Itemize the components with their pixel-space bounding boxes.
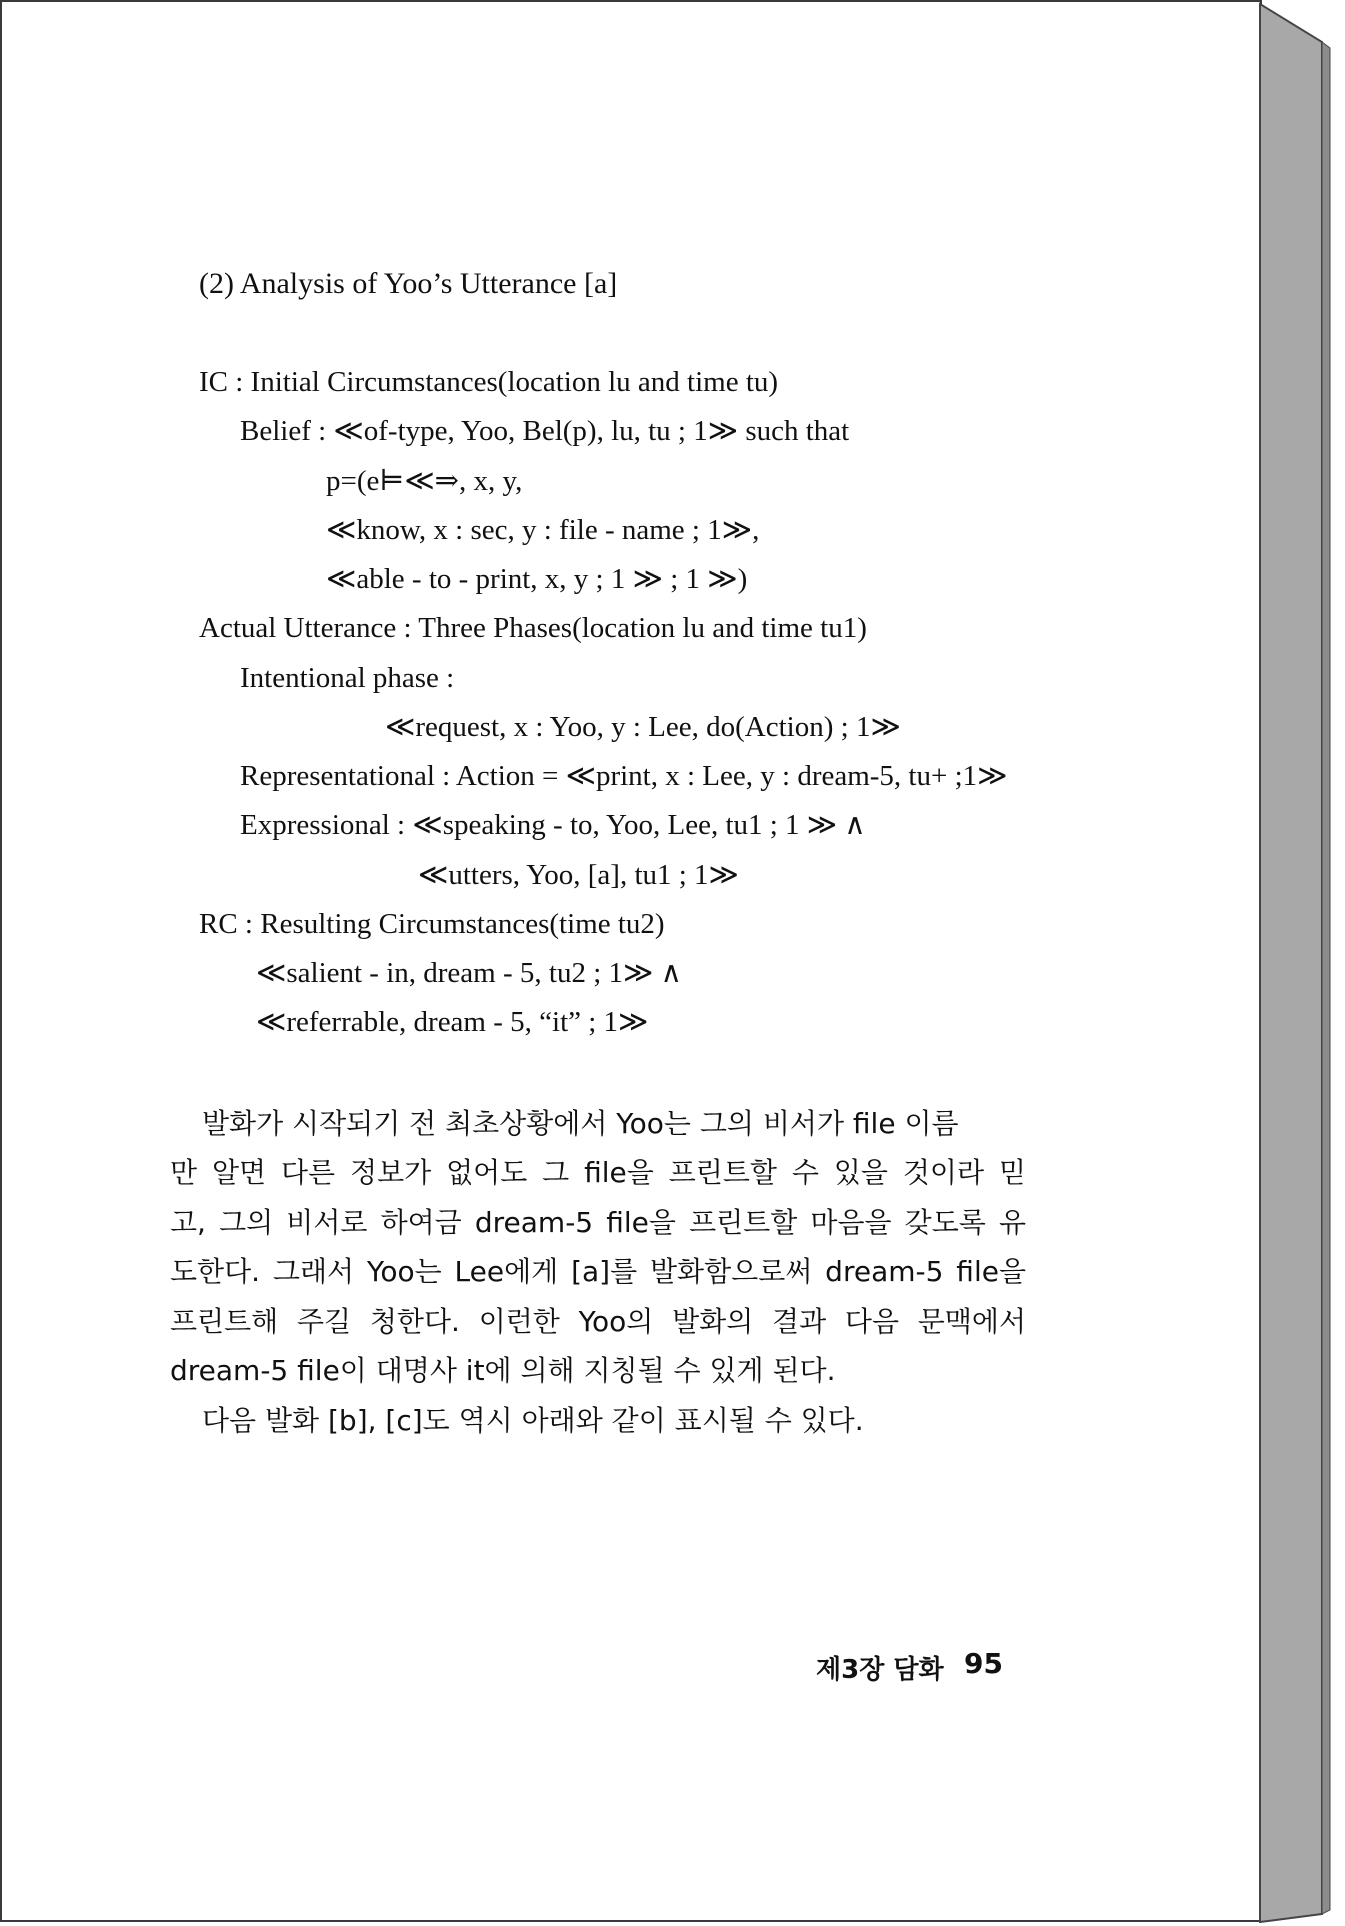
paragraph-line-5: 프린트해 주길 청한다. 이런한 Yoo의 발화의 결과 다음 문맥에서 bbox=[170, 1305, 1026, 1338]
paragraph-line-4: 도한다. 그래서 Yoo는 Lee에게 [a]를 발화함으로써 dream-5 file을 bbox=[170, 1255, 1026, 1288]
formula-line-rc: RC : Resulting Circumstances(time tu2) bbox=[199, 908, 665, 940]
page-number: 95 bbox=[964, 1647, 1003, 1680]
formula-line-referrable: ≪referrable, dream - 5, “it” ; 1≫ bbox=[256, 1006, 649, 1038]
formula-line-able: ≪able - to - print, x, y ; 1 ≫ ; 1 ≫) bbox=[326, 563, 748, 595]
paragraph-line-3: 고, 그의 비서로 하여금 dream-5 file을 프린트할 마음을 갖도록 유 bbox=[170, 1206, 1026, 1239]
formula-line-know: ≪know, x : sec, y : file - name ; 1≫, bbox=[326, 514, 760, 546]
formula-line-belief: Belief : ≪of-type, Yoo, Bel(p), lu, tu ; 1≫ such that bbox=[240, 415, 850, 447]
section-heading: (2) Analysis of Yoo’s Utterance [a] bbox=[199, 267, 618, 300]
formula-line-expressional: Expressional : ≪speaking - to, Yoo, Lee, tu1 ; 1 ≫ ∧ bbox=[240, 809, 866, 841]
formula-line-actual-utterance: Actual Utterance : Three Phases(location lu and time tu1) bbox=[199, 612, 867, 644]
formula-line-utters: ≪utters, Yoo, [a], tu1 ; 1≫ bbox=[418, 859, 739, 891]
formula-line-ic: IC : Initial Circumstances(location lu and time tu) bbox=[199, 366, 779, 398]
paragraph-line-2: 만 알면 다른 정보가 없어도 그 file을 프린트할 수 있을 것이라 믿 bbox=[170, 1156, 1026, 1189]
formula-line-salient: ≪salient - in, dream - 5, tu2 ; 1≫ ∧ bbox=[256, 957, 682, 989]
book-edge-shading bbox=[1258, 0, 1345, 1926]
paragraph-line-7: 다음 발화 [b], [c]도 역시 아래와 같이 표시될 수 있다. bbox=[202, 1404, 864, 1437]
formula-line-p: p=(e⊨≪⇒, x, y, bbox=[326, 465, 523, 497]
formula-line-intentional: Intentional phase : bbox=[240, 662, 455, 694]
paragraph-line-6: dream-5 file이 대명사 it에 의해 지칭될 수 있게 된다. bbox=[170, 1354, 836, 1387]
paragraph-line-1: 발화가 시작되기 전 최초상황에서 Yoo는 그의 비서가 file 이름 bbox=[202, 1107, 959, 1140]
formula-line-representational: Representational : Action = ≪print, x : Lee, y : dream-5, tu+ ;1≫ bbox=[240, 760, 1008, 792]
footer-chapter: 제3장 담화 bbox=[816, 1655, 944, 1685]
formula-line-request: ≪request, x : Yoo, y : Lee, do(Action) ; 1≫ bbox=[385, 711, 901, 743]
